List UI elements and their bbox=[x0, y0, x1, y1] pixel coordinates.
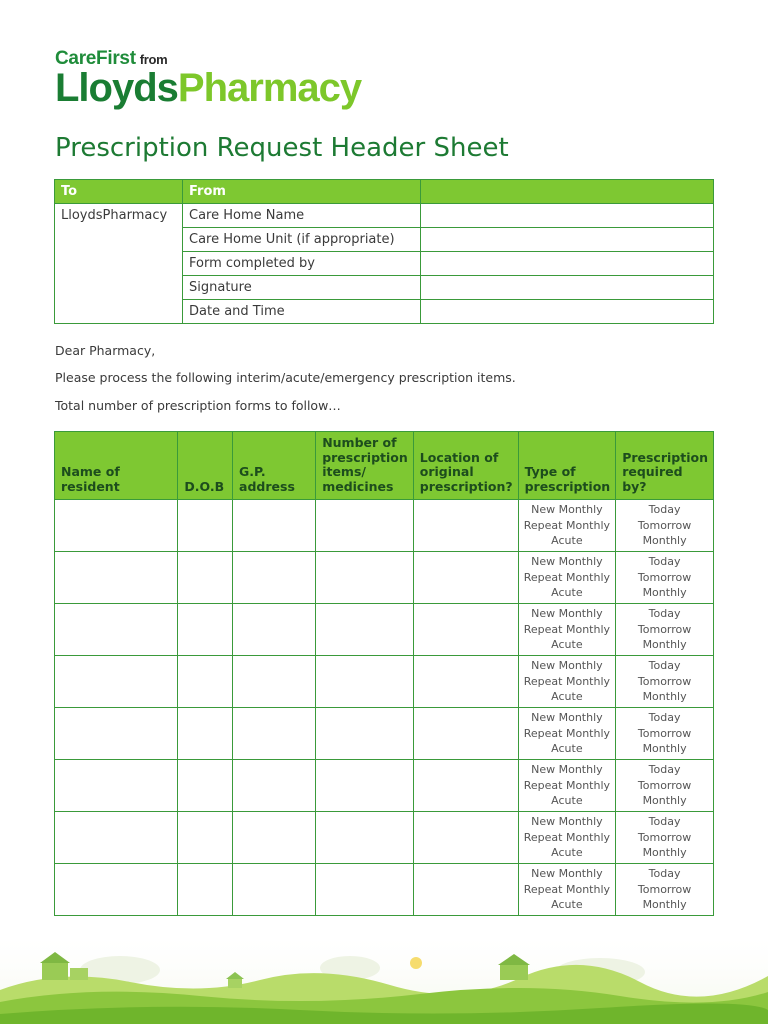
location-cell[interactable] bbox=[413, 864, 518, 916]
table-row bbox=[55, 500, 714, 552]
sun-icon bbox=[410, 957, 422, 969]
name-of-resident-cell[interactable] bbox=[55, 708, 178, 760]
type-option[interactable]: Repeat Monthly bbox=[523, 518, 611, 532]
gp-address-cell[interactable] bbox=[233, 760, 316, 812]
type-option[interactable]: Acute bbox=[551, 794, 583, 808]
type-option[interactable]: New Monthly bbox=[531, 555, 603, 569]
header-table bbox=[54, 179, 714, 324]
required-option[interactable]: Today bbox=[648, 815, 681, 829]
required-option[interactable]: Monthly bbox=[642, 846, 687, 860]
number-of-items-cell[interactable] bbox=[316, 864, 414, 916]
name-of-resident-cell[interactable] bbox=[55, 812, 178, 864]
gp-address-cell[interactable] bbox=[233, 708, 316, 760]
request-table-head bbox=[55, 432, 714, 500]
dob-cell[interactable] bbox=[178, 500, 233, 552]
location-cell[interactable] bbox=[413, 552, 518, 604]
dob-cell[interactable] bbox=[178, 552, 233, 604]
brand-logo bbox=[55, 48, 361, 108]
field-label: Form completed by bbox=[183, 252, 421, 276]
location-cell[interactable] bbox=[413, 760, 518, 812]
name-of-resident-cell[interactable] bbox=[55, 500, 178, 552]
table-row bbox=[55, 760, 714, 812]
number-of-items-cell[interactable] bbox=[316, 812, 414, 864]
required-option[interactable]: Monthly bbox=[642, 742, 687, 756]
type-option[interactable]: Acute bbox=[551, 742, 583, 756]
field-label: Signature bbox=[183, 276, 421, 300]
required-option[interactable]: Monthly bbox=[642, 690, 687, 704]
required-by-options[interactable] bbox=[616, 656, 714, 708]
type-option[interactable]: Acute bbox=[551, 846, 583, 860]
type-option[interactable]: Acute bbox=[551, 690, 583, 704]
type-option[interactable]: Acute bbox=[551, 898, 583, 912]
number-of-items-cell[interactable] bbox=[316, 500, 414, 552]
required-option[interactable]: Today bbox=[648, 607, 681, 621]
name-of-resident-cell[interactable] bbox=[55, 864, 178, 916]
dob-cell[interactable] bbox=[178, 708, 233, 760]
col-dob: D.O.B bbox=[178, 432, 233, 500]
landscape-illustration bbox=[0, 930, 768, 1024]
request-table bbox=[54, 431, 714, 916]
required-option[interactable]: Today bbox=[648, 763, 681, 777]
letter-greeting: Dear Pharmacy, bbox=[55, 343, 156, 358]
required-option[interactable]: Monthly bbox=[642, 638, 687, 652]
type-options[interactable] bbox=[518, 500, 616, 552]
type-option[interactable]: New Monthly bbox=[531, 607, 603, 621]
required-option[interactable]: Tomorrow bbox=[637, 882, 692, 896]
col-required-by: Prescription required by? bbox=[616, 432, 714, 500]
letter-line-2: Total number of prescription forms to follow… bbox=[55, 398, 341, 413]
required-by-options[interactable] bbox=[616, 604, 714, 656]
name-of-resident-cell[interactable] bbox=[55, 552, 178, 604]
type-option[interactable]: Acute bbox=[551, 638, 583, 652]
col-to: To bbox=[55, 180, 183, 204]
dob-cell[interactable] bbox=[178, 864, 233, 916]
type-option[interactable]: Acute bbox=[551, 534, 583, 548]
to-value: LloydsPharmacy bbox=[55, 204, 183, 324]
number-of-items-cell[interactable] bbox=[316, 708, 414, 760]
location-cell[interactable] bbox=[413, 604, 518, 656]
type-option[interactable]: New Monthly bbox=[531, 867, 603, 881]
required-by-options[interactable] bbox=[616, 552, 714, 604]
required-option[interactable]: Today bbox=[648, 659, 681, 673]
dob-cell[interactable] bbox=[178, 760, 233, 812]
name-of-resident-cell[interactable] bbox=[55, 760, 178, 812]
logo-name-part2: Pharmacy bbox=[177, 66, 362, 110]
col-from: From bbox=[183, 180, 421, 204]
col-blank bbox=[421, 180, 714, 204]
logo-from-text: from bbox=[139, 52, 168, 67]
required-option[interactable]: Monthly bbox=[642, 534, 687, 548]
col-gp-address: G.P. address bbox=[233, 432, 316, 500]
gp-address-cell[interactable] bbox=[233, 864, 316, 916]
type-option[interactable]: Repeat Monthly bbox=[523, 570, 611, 584]
table-row bbox=[55, 604, 714, 656]
type-options[interactable] bbox=[518, 552, 616, 604]
col-location: Location of original prescription? bbox=[413, 432, 518, 500]
required-option[interactable]: Today bbox=[648, 555, 681, 569]
required-option[interactable]: Tomorrow bbox=[637, 674, 692, 688]
table-row bbox=[55, 204, 714, 228]
type-option[interactable]: Repeat Monthly bbox=[523, 622, 611, 636]
type-option[interactable]: New Monthly bbox=[531, 763, 603, 777]
required-option[interactable]: Monthly bbox=[642, 794, 687, 808]
location-cell[interactable] bbox=[413, 812, 518, 864]
letter-line-1: Please process the following interim/acute/emergency prescription items. bbox=[55, 370, 516, 385]
required-by-options[interactable] bbox=[616, 760, 714, 812]
required-option[interactable]: Monthly bbox=[642, 586, 687, 600]
required-option[interactable]: Tomorrow bbox=[637, 622, 692, 636]
gp-address-cell[interactable] bbox=[233, 812, 316, 864]
table-row bbox=[55, 708, 714, 760]
type-option[interactable]: Acute bbox=[551, 586, 583, 600]
table-row bbox=[55, 552, 714, 604]
location-cell[interactable] bbox=[413, 708, 518, 760]
name-of-resident-cell[interactable] bbox=[55, 604, 178, 656]
required-option[interactable]: Tomorrow bbox=[637, 778, 692, 792]
care-home-name-field[interactable] bbox=[421, 204, 714, 228]
required-option[interactable]: Monthly bbox=[642, 898, 687, 912]
col-type: Type of prescription bbox=[518, 432, 616, 500]
type-option[interactable]: Repeat Monthly bbox=[523, 674, 611, 688]
type-option[interactable]: Repeat Monthly bbox=[523, 726, 611, 740]
table-row bbox=[55, 864, 714, 916]
gp-address-cell[interactable] bbox=[233, 656, 316, 708]
col-name-of-resident: Name of resident bbox=[55, 432, 178, 500]
required-option[interactable]: Today bbox=[648, 503, 681, 517]
name-of-resident-cell[interactable] bbox=[55, 656, 178, 708]
field-label: Date and Time bbox=[183, 300, 421, 324]
type-options[interactable] bbox=[518, 760, 616, 812]
signature-field[interactable] bbox=[421, 276, 714, 300]
required-option[interactable]: Tomorrow bbox=[637, 726, 692, 740]
required-by-options[interactable] bbox=[616, 812, 714, 864]
type-option[interactable]: Repeat Monthly bbox=[523, 882, 611, 896]
request-table-body bbox=[55, 500, 714, 916]
location-cell[interactable] bbox=[413, 500, 518, 552]
type-option[interactable]: Repeat Monthly bbox=[523, 778, 611, 792]
number-of-items-cell[interactable] bbox=[316, 552, 414, 604]
completed-by-field[interactable] bbox=[421, 252, 714, 276]
required-option[interactable]: Tomorrow bbox=[637, 570, 692, 584]
required-option[interactable]: Tomorrow bbox=[637, 518, 692, 532]
type-option[interactable]: New Monthly bbox=[531, 503, 603, 517]
type-option[interactable]: Repeat Monthly bbox=[523, 830, 611, 844]
logo-brand-text: CareFirst bbox=[55, 48, 136, 69]
type-option[interactable]: New Monthly bbox=[531, 815, 603, 829]
date-time-field[interactable] bbox=[421, 300, 714, 324]
logo-name-part1: Lloyds bbox=[55, 66, 178, 110]
required-by-options[interactable] bbox=[616, 500, 714, 552]
page-title: Prescription Request Header Sheet bbox=[55, 133, 509, 163]
gp-address-cell[interactable] bbox=[233, 500, 316, 552]
required-by-options[interactable] bbox=[616, 708, 714, 760]
table-row bbox=[55, 656, 714, 708]
required-option[interactable]: Tomorrow bbox=[637, 830, 692, 844]
dob-cell[interactable] bbox=[178, 604, 233, 656]
number-of-items-cell[interactable] bbox=[316, 656, 414, 708]
table-row bbox=[55, 812, 714, 864]
col-number-of-items: Number of prescription items/ medicines bbox=[316, 432, 414, 500]
number-of-items-cell[interactable] bbox=[316, 760, 414, 812]
required-by-options[interactable] bbox=[616, 864, 714, 916]
dob-cell[interactable] bbox=[178, 656, 233, 708]
logo-lloydspharmacy bbox=[55, 68, 361, 108]
type-options[interactable] bbox=[518, 864, 616, 916]
required-option[interactable]: Today bbox=[648, 867, 681, 881]
type-option[interactable]: New Monthly bbox=[531, 659, 603, 673]
gp-address-cell[interactable] bbox=[233, 552, 316, 604]
type-options[interactable] bbox=[518, 708, 616, 760]
type-options[interactable] bbox=[518, 656, 616, 708]
type-options[interactable] bbox=[518, 604, 616, 656]
type-option[interactable]: New Monthly bbox=[531, 711, 603, 725]
gp-address-cell[interactable] bbox=[233, 604, 316, 656]
type-options[interactable] bbox=[518, 812, 616, 864]
location-cell[interactable] bbox=[413, 656, 518, 708]
field-label: Care Home Name bbox=[183, 204, 421, 228]
field-label: Care Home Unit (if appropriate) bbox=[183, 228, 421, 252]
header-table-head bbox=[55, 180, 714, 204]
dob-cell[interactable] bbox=[178, 812, 233, 864]
required-option[interactable]: Today bbox=[648, 711, 681, 725]
care-home-unit-field[interactable] bbox=[421, 228, 714, 252]
number-of-items-cell[interactable] bbox=[316, 604, 414, 656]
